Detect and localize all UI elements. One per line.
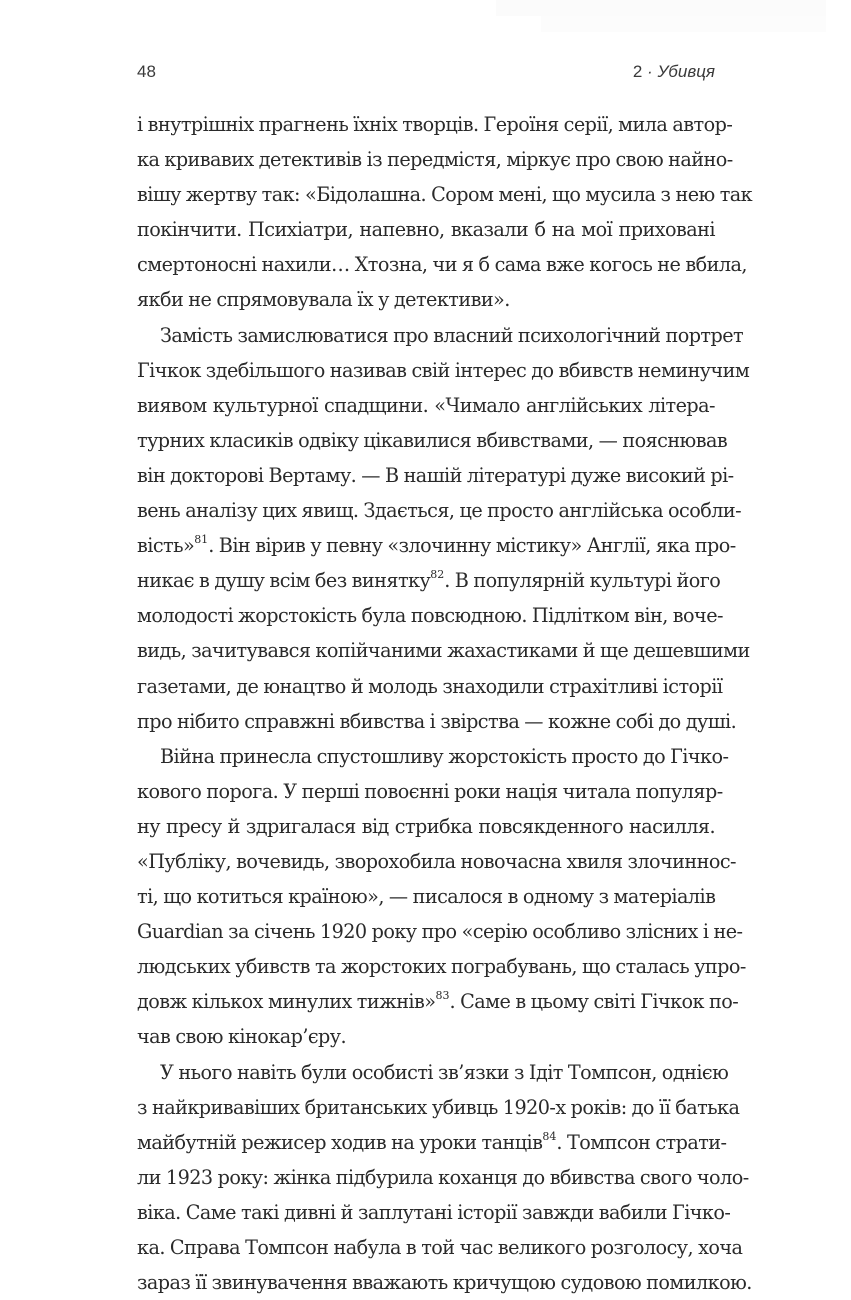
text-line: вішу жертву так: «Бідолашна. Сором мені, що мусила з нею так [137, 183, 753, 207]
text-line: турних класиків одвіку цікавилися вбивствами, — пояснював [137, 428, 728, 452]
text-line: чав свою кінокар’єру. [137, 1025, 347, 1049]
text-line: ка. Справа Томпсон набула в той час великого розголосу, хоча [137, 1236, 743, 1259]
chapter-number: 2 [632, 62, 643, 81]
text-line: і внутрішніх прагнень їхніх творців. Героїня серії, мила автор- [137, 113, 733, 136]
text-line: він докторові Вертаму. — В нашій літературі дуже високий рі- [137, 463, 734, 487]
footnote-marker[interactable]: 81 [194, 533, 209, 547]
chapter-title: Убивця [657, 62, 715, 81]
paragraph [137, 318, 750, 739]
text-segment: . Саме в цьому світі Гічкок по- [449, 990, 739, 1014]
text-line: якби не спрямовувала їх у детективи». [137, 288, 510, 312]
text-line: Гічкок здебільшого називав свій інтерес до вбивств неминучим [137, 358, 750, 382]
text-line: «Публіку, вочевидь, зворохобила новочасна хвиля злочиннос- [137, 849, 736, 873]
page-number: 48 [137, 62, 156, 81]
top-edge-shade [496, 0, 826, 16]
page-body [137, 107, 753, 1300]
text-line: Війна принесла спустошливу жорстокість просто до Гічко- [160, 744, 729, 768]
text-segment: . Він вірив у певну «злочинну містику» Англії, яка про- [208, 534, 736, 558]
text-line: віка. Саме такі дивні й заплутані історії завжди вабили Гічко- [137, 1200, 731, 1224]
text-line: У нього навіть були особисті зв’язки з Ідіт Томпсон, однією [160, 1060, 729, 1084]
text-segment: майбутній режисер ходив на уроки танців [137, 1130, 543, 1154]
running-head-separator: · [642, 62, 658, 81]
text-line [137, 528, 736, 563]
text-segment: довж кількох минулих тижнів» [137, 990, 436, 1014]
running-head [633, 62, 715, 82]
text-line: про нібито справжні вбивства і звірства — кожне собі до душі. [137, 709, 737, 733]
text-line: вень аналізу цих явищ. Здається, це просто англійська особли- [137, 499, 742, 523]
text-segment: . Томпсон страти- [556, 1130, 727, 1154]
text-line: ті, що котиться країною», — писалося в одному з матеріалів [137, 885, 716, 909]
text-line: ли 1923 року: жінка підбурила коханця до вбивства свого чоло- [137, 1165, 749, 1189]
text-line: Guardian за січень 1920 року про «серію особливо злісних і не- [137, 920, 743, 944]
paragraph [137, 739, 746, 1055]
text-segment: . В популярній культурі його [444, 569, 721, 593]
footnote-marker[interactable]: 83 [435, 989, 450, 1003]
text-line: покінчити. Психіатри, напевно, вказали б на мої приховані [137, 218, 715, 242]
text-line [137, 1125, 727, 1160]
text-line: зараз її звинувачення вважають кричущою судовою помилкою. [137, 1271, 752, 1295]
text-line [137, 563, 721, 598]
text-line: газетами, де юнацтво й молодь знаходили страхітливі історії [137, 674, 723, 698]
paragraph [137, 1055, 752, 1300]
footnote-marker[interactable]: 84 [542, 1129, 557, 1143]
text-segment: никає в душу всім без винятку [137, 569, 431, 593]
text-line: з найкривавіших британських убивць 1920-х років: до її батька [137, 1095, 740, 1119]
text-line: смертоносні нахили… Хтозна, чи я б сама вже когось не вбила, [137, 253, 747, 277]
paragraph [137, 107, 753, 318]
top-edge-shade-inner [541, 16, 826, 32]
text-line: людських убивств та жорстоких пограбувань, що сталась упро- [137, 955, 746, 979]
text-line: ка кривавих детективів із передмістя, міркує про свою найно- [137, 148, 733, 172]
text-line: видь, зачитувався копійчаними жахастиками й ще дешевшими [137, 639, 750, 663]
text-line [137, 984, 739, 1019]
text-line: виявом культурної спадщини. «Чимало англійських літера- [137, 393, 715, 417]
text-segment: вість» [137, 534, 195, 558]
text-line: Замість замислюватися про власний психологічний портрет [160, 323, 744, 347]
text-line: молодості жорстокість була повсюдною. Підлітком він, воче- [137, 604, 723, 628]
text-line: кового порога. У перші повоєнні роки нація читала популяр- [137, 779, 723, 803]
running-header [137, 58, 715, 86]
text-line: ну пресу й здригалася від стрибка повсякденного насилля. [137, 814, 715, 838]
footnote-marker[interactable]: 82 [430, 568, 445, 582]
